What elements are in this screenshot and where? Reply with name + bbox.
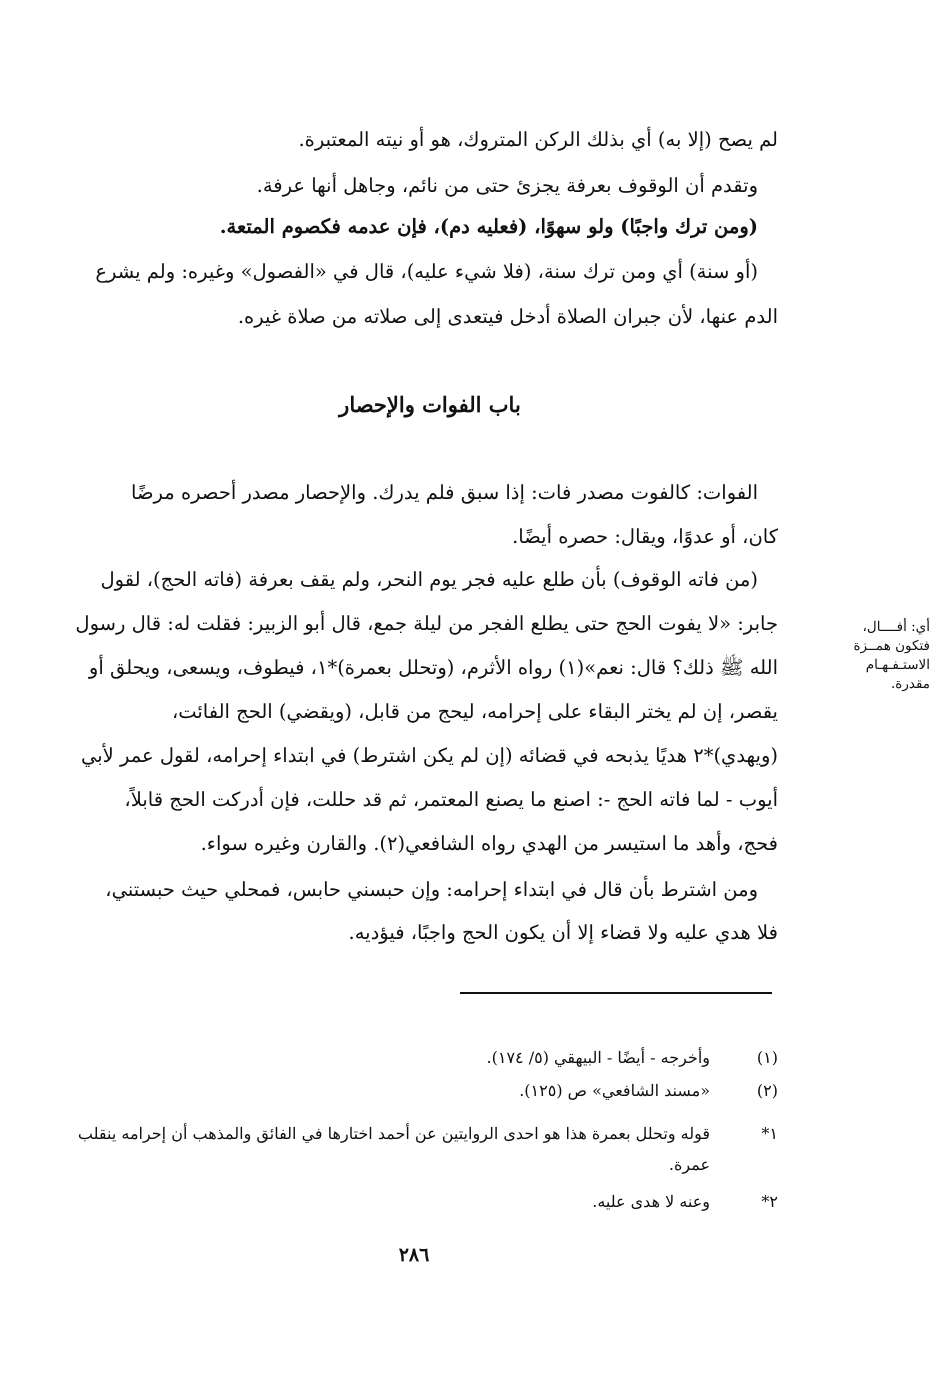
footnote-marker: (٢) <box>756 1081 778 1100</box>
text-line: الدم عنها، لأن جبران الصلاة أدخل فيتعدى إلى صلاته من صلاة غيره. <box>237 305 778 328</box>
margin-note-line: الاستـفـهـام <box>865 657 930 673</box>
text-line: الله ﷺ ذلك؟ قال: نعم»(١) رواه الأثرم، (وتحلل بعمرة)*١، فيطوف، ويسعى، ويحلق أو <box>88 656 778 679</box>
footnote-marker: (١) <box>756 1048 778 1067</box>
margin-note-line: مقدرة. <box>890 676 930 692</box>
footnote-text: «مسند الشافعي» ص (١٢٥). <box>519 1081 710 1100</box>
footnote-marker: ٢* <box>761 1192 778 1211</box>
page-number: ٢٨٦ <box>398 1244 430 1266</box>
margin-note-line: أي: أفــــال، <box>862 619 930 635</box>
text-line: فلا هدي عليه ولا قضاء إلا أن يكون الحج واجبًا، فيؤديه. <box>348 921 778 944</box>
margin-note <box>818 618 930 694</box>
text-line: أيوب - لما فاته الحج -: اصنع ما يصنع المعتمر، ثم قد حللت، فإن أدركت الحج قابلاً، <box>124 788 778 811</box>
margin-note-line: فتكون همــزة <box>853 638 930 654</box>
text-line: الفوات: كالفوت مصدر فات: إذا سبق فلم يدرك. والإحصار مصدر أحصره مرضًا <box>131 481 758 504</box>
footnote-divider <box>460 992 772 994</box>
text-line: وتقدم أن الوقوف بعرفة يجزئ حتى من نائم، وجاهل أنها عرفة. <box>256 174 758 197</box>
text-line: ومن اشترط بأن قال في ابتداء إحرامه: وإن حبسني حابس، فمحلي حيث حبستني، <box>105 878 758 901</box>
chapter-heading: باب الفوات والإحصار <box>339 392 521 417</box>
footnote-text: وأخرجه - أيضًا - البيهقي (٥/ ١٧٤). <box>486 1048 710 1067</box>
footnote-text: قوله وتحلل بعمرة هذا هو احدى الروايتين عن أحمد اختارها في الفائق والمذهب أن إحرامه ينقلب <box>77 1124 710 1143</box>
text-line: فحج، وأهد ما استيسر من الهدي رواه الشافعي(٢). والقارن وغيره سواء. <box>200 832 778 855</box>
text-line: (من فاته الوقوف) بأن طلع عليه فجر يوم النحر، ولم يقف بعرفة (فاته الحج)، لقول <box>100 568 758 591</box>
text-line: (أو سنة) أي ومن ترك سنة، (فلا شيء عليه)، قال في «الفصول» وغيره: ولم يشرع <box>95 260 758 283</box>
text-line: (ومن ترك واجبًا) ولو سهوًا، (فعليه دم)، فإن عدمه فكصوم المتعة. <box>219 215 758 238</box>
footnote-text: وعنه لا هدى عليه. <box>592 1192 710 1211</box>
text-line: كان، أو عدوًا، ويقال: حصره أيضًا. <box>512 525 778 548</box>
text-line: لم يصح (إلا به) أي بذلك الركن المتروك، هو أو نيته المعتبرة. <box>298 128 778 151</box>
text-line: (ويهدي)*٢ هديًا يذبحه في قضائه (إن لم يكن اشترط) في ابتداء إحرامه، لقول عمر لأبي <box>80 744 778 767</box>
text-line: جابر: «لا يفوت الحج حتى يطلع الفجر من ليلة جمع، قال أبو الزبير: فقلت له: قال رسول <box>75 612 778 635</box>
footnote-text: عمرة. <box>668 1155 710 1174</box>
footnote-marker: ١* <box>761 1124 778 1143</box>
text-line: يقصر، إن لم يختر البقاء على إحرامه، ليحج من قابل، (ويقضي) الحج الفائت، <box>171 700 778 723</box>
